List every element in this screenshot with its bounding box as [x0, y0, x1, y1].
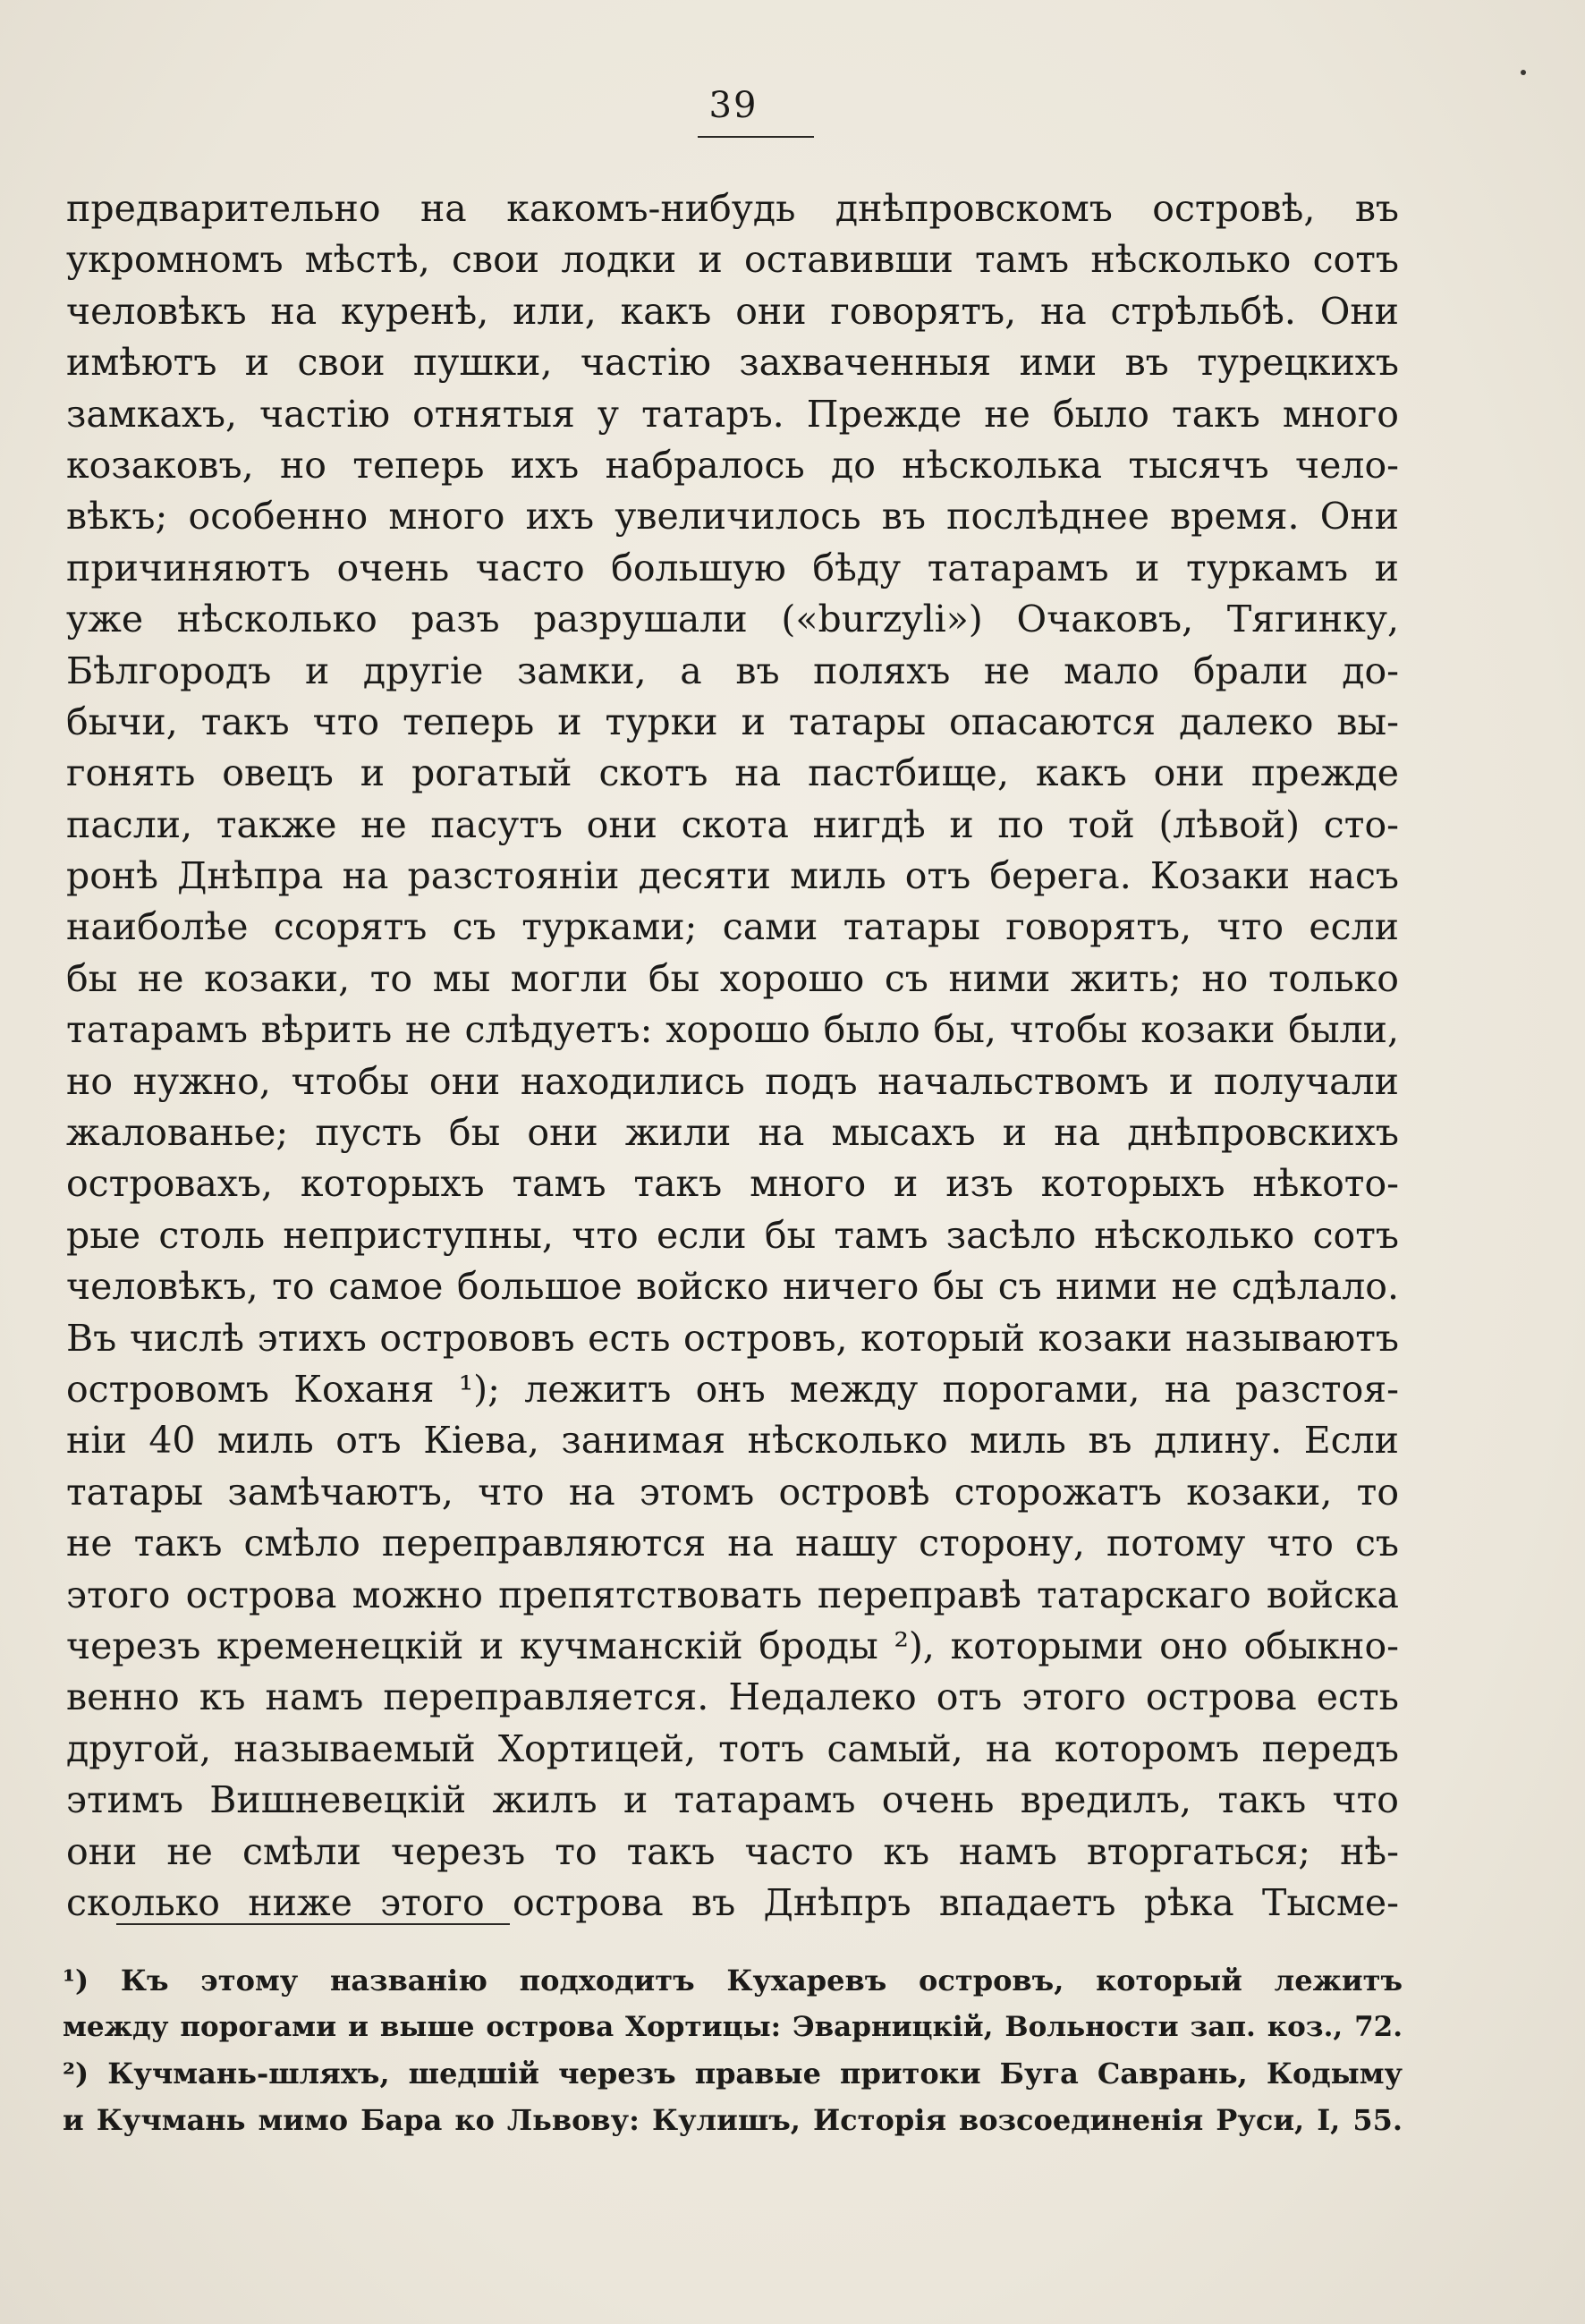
body-line: черезъ кременецкій и кучманскій броды ²), которыми оно обыкно- [66, 1624, 1399, 1667]
footnote-line: ²) Кучмань-шляхъ, шедшій черезъ правые притоки Буга Саврань, Кодыму [63, 2057, 1403, 2091]
footnote-line: и Кучмань мимо Бара ко Львову: Кулишъ, Исторія возсоединенія Руси, I, 55. [63, 2103, 1403, 2137]
body-line: островахъ, которыхъ тамъ такъ много и изъ которыхъ нѣкото- [66, 1162, 1399, 1206]
body-line: ронѣ Днѣпра на разстояніи десяти миль отъ берега. Козаки насъ [66, 854, 1399, 898]
body-line: жалованье; пусть бы они жили на мысахъ и на днѣпровскихъ [66, 1111, 1399, 1155]
body-line: но нужно, чтобы они находились подъ начальствомъ и получали [66, 1059, 1399, 1103]
body-line: ніи 40 миль отъ Кіева, занимая нѣсколько миль въ длину. Если [66, 1419, 1399, 1463]
body-text [66, 183, 1399, 1929]
print-speck [1521, 70, 1526, 75]
footnotes [63, 1957, 1403, 2143]
page-number-rule [698, 136, 814, 138]
body-line: укромномъ мѣстѣ, свои лодки и оставивши тамъ нѣсколько сотъ [66, 238, 1399, 282]
body-line: венно къ намъ переправляется. Недалеко отъ этого острова есть [66, 1675, 1399, 1719]
body-line: рые столь неприступны, что если бы тамъ засѣло нѣсколько сотъ [66, 1213, 1399, 1257]
body-line: этого острова можно препятствовать переправѣ татарскаго войска [66, 1573, 1399, 1616]
body-line: причиняютъ очень часто большую бѣду татарамъ и туркамъ и [66, 546, 1399, 589]
body-line: вѣкъ; особенно много ихъ увеличилось въ послѣднее время. Они [66, 495, 1399, 539]
body-line: бычи, такъ что теперь и турки и татары опасаются далеко вы- [66, 700, 1399, 743]
body-line: замкахъ, частію отнятыя у татаръ. Прежде не было такъ много [66, 392, 1399, 436]
body-line: наиболѣе ссорятъ съ турками; сами татары говорятъ, что если [66, 905, 1399, 949]
body-line: островомъ Коханя ¹); лежитъ онъ между порогами, на разстоя- [66, 1367, 1399, 1411]
body-line: Въ числѣ этихъ острововъ есть островъ, который козаки называютъ [66, 1316, 1399, 1360]
body-line: не такъ смѣло переправляются на нашу сторону, потому что съ [66, 1522, 1399, 1565]
body-line: татары замѣчаютъ, что на этомъ островѣ сторожатъ козаки, то [66, 1470, 1399, 1514]
body-line: пасли, также не пасутъ они скота нигдѣ и по той (лѣвой) сто- [66, 802, 1399, 846]
body-line: Бѣлгородъ и другіе замки, а въ поляхъ не мало брали до- [66, 649, 1399, 692]
footnote-rule [116, 1923, 510, 1925]
body-line: человѣкъ на куренѣ, или, какъ они говорятъ, на стрѣльбѣ. Они [66, 289, 1399, 333]
footnote-line: ¹) Къ этому названію подходитъ Кухаревъ островъ, который лежитъ [63, 1964, 1403, 1997]
body-line: гонять овецъ и рогатый скотъ на пастбище, какъ они прежде [66, 751, 1399, 795]
body-line: человѣкъ, то самое большое войско ничего бы съ ними не сдѣлало. [66, 1265, 1399, 1309]
body-line: другой, называемый Хортицей, тотъ самый, на которомъ передъ [66, 1726, 1399, 1770]
body-line: татарамъ вѣрить не слѣдуетъ: хорошо было бы, чтобы козаки были, [66, 1008, 1399, 1052]
body-line: козаковъ, но теперь ихъ набралось до нѣсколька тысячъ чело- [66, 443, 1399, 487]
body-line: сколько ниже этого острова въ Днѣпръ впадаетъ рѣка Тысме- [66, 1880, 1399, 1924]
body-line: бы не козаки, то мы могли бы хорошо съ ними жить; но только [66, 956, 1399, 1000]
body-line: этимъ Вишневецкій жилъ и татарамъ очень вредилъ, такъ что [66, 1778, 1399, 1822]
body-line: предварительно на какомъ-нибудь днѣпровскомъ островѣ, въ [66, 187, 1399, 230]
body-line: они не смѣли черезъ то такъ часто къ намъ вторгаться; нѣ- [66, 1829, 1399, 1873]
body-line: уже нѣсколько разъ разрушали («burzyli») Очаковъ, Тягинку, [66, 598, 1399, 641]
page-number: 39 [708, 85, 759, 126]
footnote-line: между порогами и выше острова Хортицы: Эварницкій, Вольности зап. коз., 72. [63, 2011, 1403, 2043]
body-line: имѣютъ и свои пушки, частію захваченныя ими въ турецкихъ [66, 341, 1399, 385]
